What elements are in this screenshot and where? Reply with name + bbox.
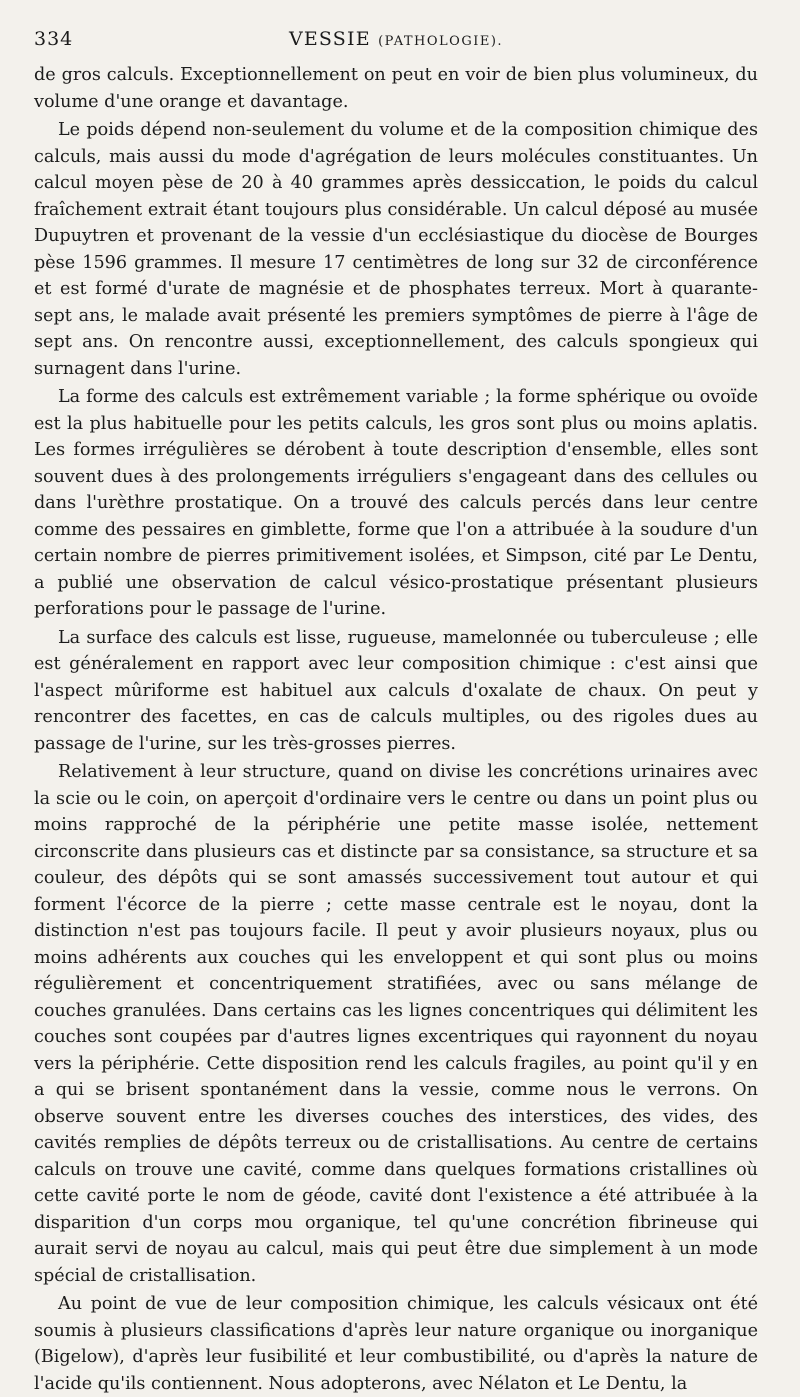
running-title <box>34 28 758 50</box>
paragraph: Relativement à leur structure, quand on divise les concrétions urinaires avec la scie ou le coin, on aperçoit d'ordinaire vers le centre ou dans un point plus ou moins rapproché de la périphérie une petite masse isolée, nettement circonscrite dans plusieurs cas et distincte par sa consistance, sa structure et sa couleur, des dépôts qui se sont amassés successivement tout autour et qui forment l'écorce de la pierre ; cette masse centrale est le noyau, dont la distinction n'est pas toujours facile. Il peut y avoir plusieurs noyaux, plus ou moins adhérents aux couches qui les enveloppent et qui sont plus ou moins régulièrement et concentriquement stratifiées, avec ou sans mélange de couches granulées. Dans certains cas les lignes concentriques qui délimitent les couches sont coupées par d'autres lignes excentriques qui rayonnent du noyau vers la périphérie. Cette disposition rend les calculs fragiles, au point qu'il y en a qui se brisent spontanément dans la vessie, comme nous le verrons. On observe souvent entre les diverses couches des interstices, des vides, des cavités remplies de dépôts terreux ou de cristallisations. Au centre de certains calculs on trouve une cavité, comme dans quelques formations cristallines où cette cavité porte le nom de géode, cavité dont l'existence a été attribuée à la disparition d'un corps mou organique, tel qu'une concrétion fibrineuse qui aurait servi de noyau au calcul, mais qui peut être due simplement à un mode spécial de cristallisation. <box>34 762 758 1286</box>
running-title-main: VESSIE <box>288 28 371 50</box>
paragraph: de gros calculs. Exceptionnellement on peut en voir de bien plus volumineux, du volume d'une orange et davantage. <box>34 65 758 112</box>
paragraph: La surface des calculs est lisse, rugueuse, mamelonnée ou tuberculeuse ; elle est généralement en rapport avec leur composition chimique : c'est ainsi que l'aspect mûriforme est habituel aux calculs d'oxalate de chaux. On peut y rencontrer des facettes, en cas de calculs multiples, ou des rigoles dues au passage de l'urine, sur les très-grosses pierres. <box>34 627 758 754</box>
paragraph: Au point de vue de leur composition chimique, les calculs vésicaux ont été soumis à plusieurs classifications d'après leur nature organique ou inorganique (Bigelow), d'après leur fusibilité et leur combustibilité, ou d'après la nature de l'acide qu'ils contiennent. Nous adopterons, avec Nélaton et Le Dentu, la <box>34 1294 758 1394</box>
body-text <box>34 62 758 1397</box>
paragraph: Le poids dépend non-seulement du volume et de la composition chimique des calculs, mais aussi du mode d'agrégation de leurs molécules constituantes. Un calcul moyen pèse de 20 à 40 grammes après dessiccation, le poids du calcul fraîchement extrait étant toujours plus considérable. Un calcul déposé au musée Dupuytren et provenant de la vessie d'un ecclésiastique du diocèse de Bourges pèse 1596 grammes. Il mesure 17 centimètres de long sur 32 de circonférence et est formé d'urate de magnésie et de phosphates terreux. Mort à quarante-sept ans, le malade avait présenté les premiers symptômes de pierre à l'âge de sept ans. On rencontre aussi, exceptionnellement, des calculs spongieux qui surnagent dans l'urine. <box>34 120 758 379</box>
page-number: 334 <box>34 28 74 50</box>
running-head <box>34 22 758 62</box>
running-title-subtitle: (PATHOLOGIE). <box>378 34 504 49</box>
paragraph: La forme des calculs est extrêmement variable ; la forme sphérique ou ovoïde est la plus habituelle pour les petits calculs, les gros sont plus ou moins aplatis. Les formes irrégulières se dérobent à toute description d'ensemble, elles sont souvent dues à des prolongements irréguliers s'engageant dans des cellules ou dans l'urèthre prostatique. On a trouvé des calculs percés dans leur centre comme des pessaires en gimblette, forme que l'on a attribuée à la soudure d'un certain nombre de pierres primitivement isolées, et Simpson, cité par Le Dentu, a publié une observation de calcul vésico-prostatique présentant plusieurs perforations pour le passage de l'urine. <box>34 387 758 619</box>
